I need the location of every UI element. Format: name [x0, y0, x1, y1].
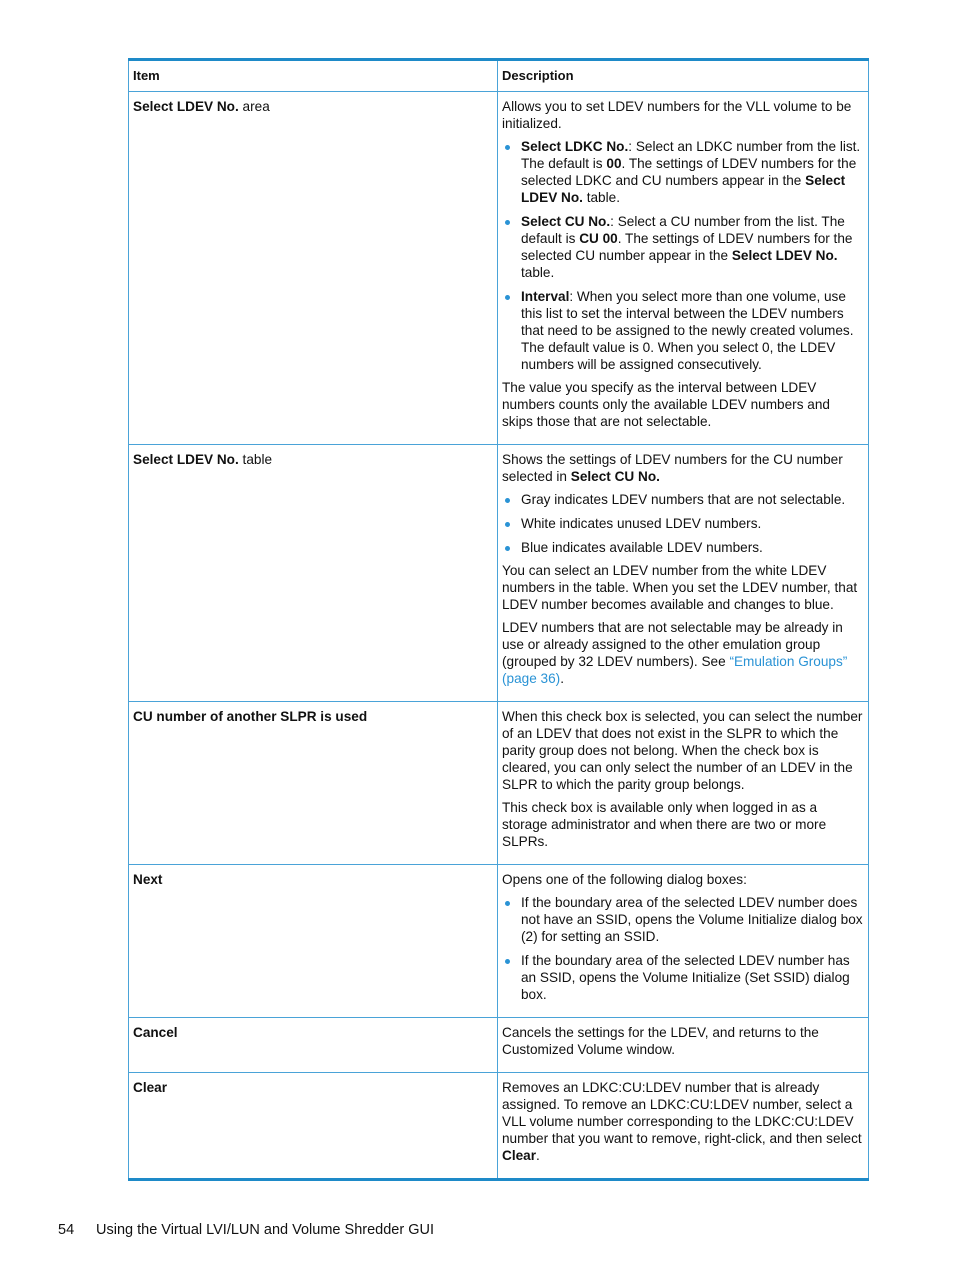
item-name: Select LDEV No.	[133, 99, 239, 114]
text: . The settings of LDEV numbers for the selected CU number appear in the	[521, 231, 853, 263]
item-name: Select LDEV No.	[133, 452, 239, 467]
text: Shows the settings of LDEV numbers for the CU number selected in	[502, 452, 843, 484]
term: Select LDKC No.	[521, 139, 629, 154]
text: table.	[582, 190, 620, 205]
text: : When you select more than one volume, use this list to set the interval between the LDEV numbers that need to be assigned to the newly created volumes. The default value is 0. When you select 0, the LDEV numbers will be assigned consecutively.	[521, 289, 854, 372]
header-item: Item	[129, 60, 498, 92]
item-name: Cancel	[133, 1025, 178, 1040]
table-header-row	[129, 60, 869, 92]
item-suffix: table	[238, 452, 273, 467]
description-text: Opens one of the following dialog boxes:	[502, 872, 747, 887]
table-row	[129, 445, 869, 702]
bullet-list	[502, 491, 863, 556]
description-text: When this check box is selected, you can select the number of an LDEV that does not exist in the SLPR to which the parity group does not belong. When the check box is cleared, you can only select the number of an LDEV in the SLPR to which the parity group belongs.	[502, 709, 863, 792]
description-text: Cancels the settings for the LDEV, and returns to the Customized Volume window.	[502, 1025, 819, 1057]
bullet-list	[502, 138, 863, 373]
term: Clear	[502, 1148, 537, 1163]
bullet-icon	[505, 145, 510, 150]
table-row	[129, 92, 869, 445]
text: If the boundary area of the selected LDEV number has an SSID, opens the Volume Initialize (Set SSID) dialog box.	[521, 953, 850, 1002]
item-cell	[129, 702, 498, 865]
description-text: The value you specify as the interval between LDEV numbers counts only the available LDEV numbers and skips those that are not selectable.	[502, 380, 830, 429]
list-item	[502, 515, 863, 532]
emulation-groups-link[interactable]: “Emulation Groups” (page 36)	[502, 654, 848, 686]
list-item	[502, 288, 863, 373]
description-cell	[498, 702, 869, 865]
text: Blue indicates available LDEV numbers.	[521, 540, 763, 555]
text: If the boundary area of the selected LDEV number does not have an SSID, opens the Volume Initialize dialog box (2) for setting an SSID.	[521, 895, 863, 944]
description-text	[502, 451, 863, 485]
text: White indicates unused LDEV numbers.	[521, 516, 762, 531]
bullet-icon	[505, 522, 510, 527]
term: Select CU No.	[521, 214, 611, 229]
item-description-table	[128, 58, 869, 1181]
description-cell	[498, 445, 869, 702]
text: : Select a CU number from the list. The default is	[521, 214, 845, 246]
bullet-icon	[505, 546, 510, 551]
text: Removes an LDKC:CU:LDEV number that is already assigned. To remove an LDKC:CU:LDEV number, select a VLL volume number corresponding to the LDKC:CU:LDEV number that you want to remove, right-click, and then select	[502, 1080, 862, 1146]
bullet-icon	[505, 498, 510, 503]
term: Select LDEV No.	[731, 248, 838, 263]
description-cell	[498, 92, 869, 445]
text: : Select an LDKC number from the list. The default is	[521, 139, 861, 171]
item-name: Next	[133, 872, 163, 887]
header-description: Description	[498, 60, 869, 92]
list-item	[502, 894, 863, 945]
text: .	[560, 671, 564, 686]
footer-title: Using the Virtual LVI/LUN and Volume Shredder GUI	[96, 1222, 434, 1238]
term: Select LDEV No.	[521, 173, 846, 205]
table-row	[129, 865, 869, 1018]
item-cell	[129, 92, 498, 445]
bullet-icon	[505, 295, 510, 300]
list-item	[502, 539, 863, 556]
text: Gray indicates LDEV numbers that are not selectable.	[521, 492, 846, 507]
description-text: This check box is available only when logged in as a storage administrator and when there are two or more SLPRs.	[502, 800, 827, 849]
list-item	[502, 213, 863, 281]
description-cell	[498, 865, 869, 1018]
bullet-list	[502, 894, 863, 1003]
description-cell	[498, 1073, 869, 1180]
table-row	[129, 702, 869, 865]
item-cell	[129, 865, 498, 1018]
term: Select CU No.	[570, 469, 660, 484]
term: 00	[606, 156, 622, 171]
text: LDEV numbers that are not selectable may be already in use or already assigned to the other emulation group (grouped by 32 LDEV numbers). See	[502, 620, 843, 669]
term: Interval	[521, 289, 570, 304]
table-row	[129, 1018, 869, 1073]
item-cell	[129, 1018, 498, 1073]
description-cell	[498, 1018, 869, 1073]
bullet-icon	[505, 901, 510, 906]
description-text: Allows you to set LDEV numbers for the VLL volume to be initialized.	[502, 99, 852, 131]
table-row	[129, 1073, 869, 1180]
page-number: 54	[58, 1222, 75, 1238]
text: . The settings of LDEV numbers for the selected LDKC and CU numbers appear in the	[521, 156, 857, 188]
item-name: CU number of another SLPR is used	[133, 709, 368, 724]
description-text: You can select an LDEV number from the white LDEV numbers in the table. When you set the LDEV number, that LDEV number becomes available and changes to blue.	[502, 563, 858, 612]
text: .	[536, 1148, 540, 1163]
list-item	[502, 952, 863, 1003]
bullet-icon	[505, 220, 510, 225]
text: table.	[521, 265, 555, 280]
page-footer	[58, 1222, 434, 1238]
item-suffix: area	[238, 99, 270, 114]
bullet-icon	[505, 959, 510, 964]
description-text	[502, 619, 863, 687]
list-item	[502, 138, 863, 206]
description-text	[502, 1079, 863, 1164]
list-item	[502, 491, 863, 508]
term: CU 00	[579, 231, 618, 246]
item-name: Clear	[133, 1080, 168, 1095]
item-cell	[129, 1073, 498, 1180]
item-cell	[129, 445, 498, 702]
